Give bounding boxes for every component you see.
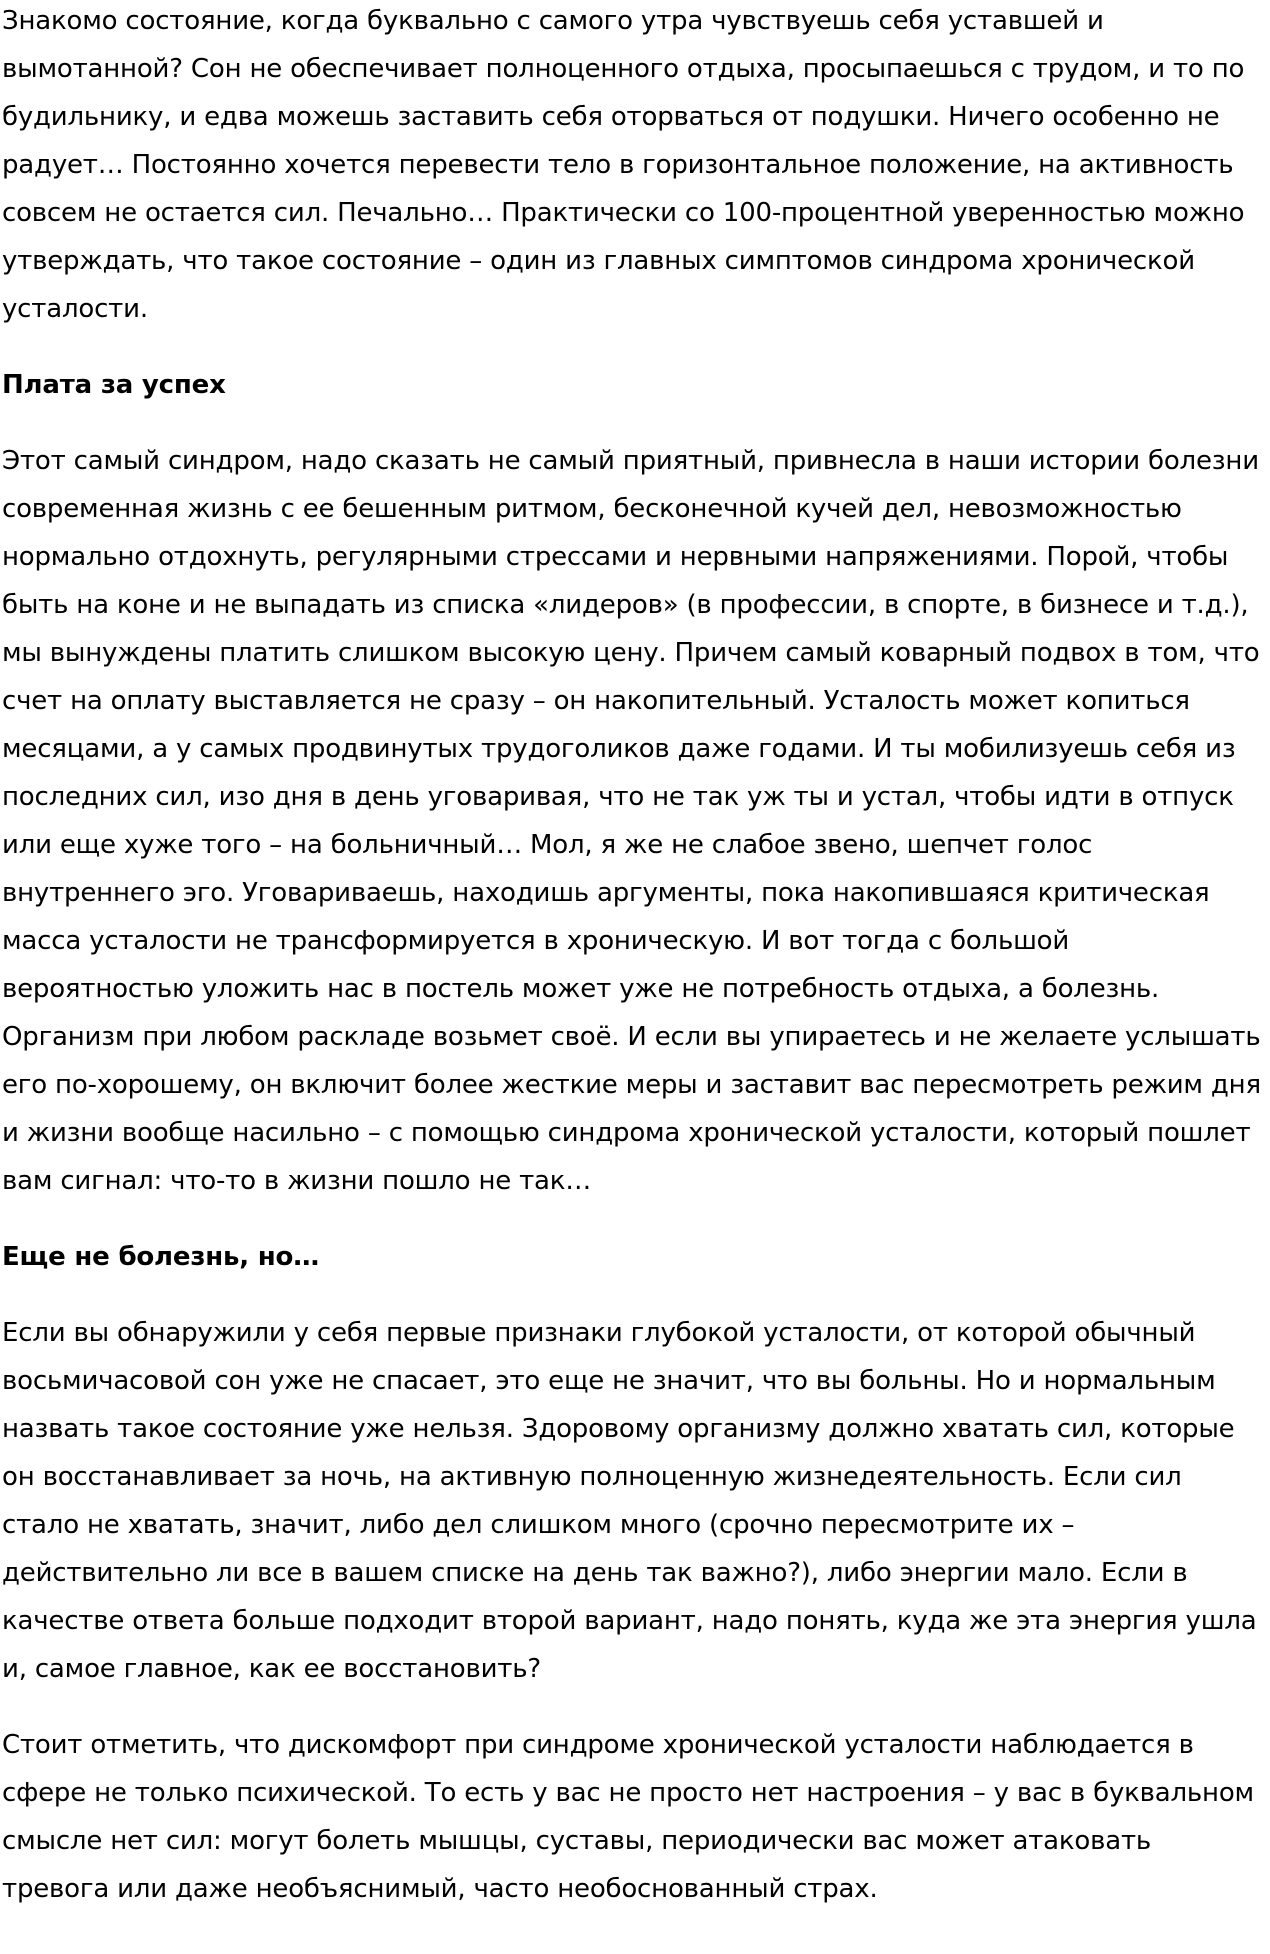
paragraph-intro: Знакомо состояние, когда буквально с самого утра чувствуешь себя уставшей и вымотанной? Сон не обеспечивает полноценного отдыха, просыпаешься с трудом, и то по будильнику, и едва можешь заставить себя оторваться от подушки. Ничего особенно не радует… Постоянно хочется перевести тело в горизонтальное положение, на активность совсем не остается сил. Печально… Практически со 100-процентной уверенностью можно утверждать, что такое состояние – один из главных симптомов синдрома хронической усталости. (2, 6, 1245, 324)
section-heading-not-yet-illness: Еще не болезнь, но… (2, 1242, 319, 1272)
paragraph-price-of-success: Этот самый синдром, надо сказать не самый приятный, привнесла в наши истории болезни современная жизнь с ее бешенным ритмом, бесконечной кучей дел, невозможностью нормально отдохнуть, регулярными стрессами и нервными напряжениями. Порой, чтобы быть на коне и не выпадать из списка «лидеров» (в профессии, в спорте, в бизнесе и т.д.), мы вынуждены платить слишком высокую цену. Причем самый коварный подвох в том, что счет на оплату выставляется не сразу – он накопительный. Усталость может копиться месяцами, а у самых продвинутых трудоголиков даже годами. И ты мобилизуешь себя из последних сил, изо дня в день уговаривая, что не так уж ты и устал, чтобы идти в отпуск или еще хуже того – на больничный… Мол, я же не слабое звено, шепчет голос внутреннего эго. Уговариваешь, находишь аргументы, пока накопившаяся критическая масса усталости не трансформируется в хроническую. И вот тогда с большой вероятностью уложить нас в постель может уже не потребность отдыха, а болезнь. Организм при любом раскладе возьмет своё. И если вы упираетесь и не желаете услышать его по-хорошему, он включит более жесткие меры и заставит вас пересмотреть режим дня и жизни вообще насильно – с помощью синдрома хронической усталости, который пошлет вам сигнал: что-то в жизни пошло не так… (2, 446, 1261, 1196)
section-heading-price-of-success: Плата за успех (2, 370, 226, 400)
paragraph-physical-discomfort: Стоит отметить, что дискомфорт при синдроме хронической усталости наблюдается в сфере не только психической. То есть у вас не просто нет настроения – у вас в буквальном смысле нет сил: могут болеть мышцы, суставы, периодически вас может атаковать тревога или даже необъяснимый, часто необоснованный страх. (2, 1730, 1254, 1904)
paragraph-first-signs: Если вы обнаружили у себя первые признаки глубокой усталости, от которой обычный восьмичасовой сон уже не спасает, это еще не значит, что вы больны. Но и нормальным назвать такое состояние уже нельзя. Здоровому организму должно хватать сил, которые он восстанавливает за ночь, на активную полноценную жизнедеятельность. Если сил стало не хватать, значит, либо дел слишком много (срочно пересмотрите их – действительно ли все в вашем списке на день так важно?), либо энергии мало. Если в качестве ответа больше подходит второй вариант, надо понять, куда же эта энергия ушла и, самое главное, как ее восстановить? (2, 1318, 1257, 1684)
